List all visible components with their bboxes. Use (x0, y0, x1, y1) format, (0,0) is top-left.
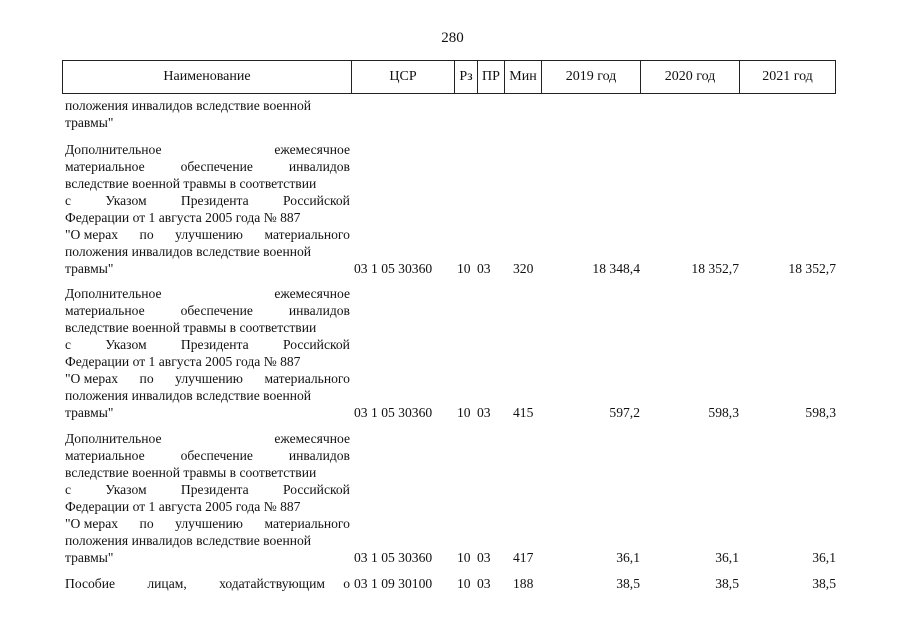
name-line: травмы" (65, 550, 114, 565)
cell-2020: 38,5 (715, 576, 739, 591)
name-word: Указом (105, 193, 147, 208)
carryover-line: положения инвалидов вследствие военной (65, 98, 312, 113)
name-word: Дополнительное (65, 142, 162, 157)
cell-2019: 36,1 (616, 550, 640, 565)
cell-2020: 598,3 (708, 405, 739, 420)
name-word: "О мерах (65, 227, 119, 242)
name-line: положения инвалидов вследствие военной (65, 388, 312, 403)
cell-2019: 597,2 (609, 405, 640, 420)
header-pr: ПР (477, 61, 504, 93)
name-line (65, 192, 350, 209)
name-line (65, 481, 350, 498)
name-line: положения инвалидов вследствие военной (65, 533, 312, 548)
name-word: Указом (105, 337, 147, 352)
cell-rz: 10 (457, 576, 471, 591)
name-word: "О мерах (65, 516, 119, 531)
name-line: Федерации от 1 августа 2005 года № 887 (65, 499, 301, 514)
header-2021: 2021 год (739, 61, 835, 93)
cell-2019: 18 348,4 (592, 261, 640, 276)
cell-2021: 36,1 (812, 550, 836, 565)
cell-rz: 10 (457, 405, 471, 420)
name-word: обеспечение (180, 159, 253, 174)
name-word: ежемесячное (274, 142, 350, 157)
name-line: вследствие военной травмы в соответствии (65, 176, 317, 191)
name-word: по (139, 371, 154, 386)
cell-csr: 03 1 09 30100 (354, 576, 433, 591)
cell-2020: 36,1 (715, 550, 739, 565)
name-word: с (65, 482, 72, 497)
name-word: инвалидов (288, 448, 350, 463)
name-line: травмы" (65, 405, 114, 420)
carryover-line: травмы" (65, 115, 114, 130)
cell-min: 188 (513, 576, 534, 591)
name-word: инвалидов (288, 303, 350, 318)
name-word: Президента (180, 193, 249, 208)
cell-rz: 10 (457, 261, 471, 276)
header-name: Наименование (163, 69, 251, 84)
cell-2021: 18 352,7 (788, 261, 836, 276)
cell-rz: 10 (457, 550, 471, 565)
header-rz: Рз (454, 61, 477, 93)
name-line (65, 302, 350, 319)
header-csr: ЦСР (351, 61, 454, 93)
cell-min: 417 (513, 550, 534, 565)
name-word: улучшению (175, 371, 243, 386)
cell-2021: 38,5 (812, 576, 836, 591)
name-line: травмы" (65, 261, 114, 276)
cell-pr: 03 (477, 550, 491, 565)
name-word: ежемесячное (274, 431, 350, 446)
name-word: материального (264, 371, 350, 386)
name-word: ежемесячное (274, 286, 350, 301)
header-2019: 2019 год (541, 61, 640, 93)
cell-2019: 38,5 (616, 576, 640, 591)
name-word: с (65, 337, 72, 352)
cell-min: 320 (513, 261, 534, 276)
header-2020: 2020 год (640, 61, 739, 93)
name-word: материальное (65, 303, 145, 318)
name-word: Дополнительное (65, 431, 162, 446)
name-word: Российской (282, 193, 350, 208)
name-line: Федерации от 1 августа 2005 года № 887 (65, 354, 301, 369)
name-word: "О мерах (65, 371, 119, 386)
name-word: ходатайствующим (219, 576, 325, 591)
cell-min: 415 (513, 405, 534, 420)
name-word: по (139, 516, 154, 531)
name-word: Президента (180, 337, 249, 352)
name-line (65, 158, 350, 175)
cell-csr: 03 1 05 30360 (354, 405, 433, 420)
name-line (65, 575, 325, 592)
name-line (65, 285, 350, 302)
header-min: Мин (504, 61, 541, 93)
name-word: Пособие (65, 576, 116, 591)
name-word: материальное (65, 448, 145, 463)
cell-pr: 03 (477, 261, 491, 276)
name-word: обеспечение (180, 448, 253, 463)
name-line: положения инвалидов вследствие военной (65, 244, 312, 259)
name-line (65, 336, 350, 353)
name-word: Указом (105, 482, 147, 497)
name-word: Дополнительное (65, 286, 162, 301)
name-word: по (139, 227, 154, 242)
cell-csr: 03 1 05 30360 (354, 261, 433, 276)
name-word: обеспечение (180, 303, 253, 318)
name-word: Российской (282, 337, 350, 352)
cell-2020: 18 352,7 (691, 261, 739, 276)
name-line (65, 447, 350, 464)
name-word: инвалидов (288, 159, 350, 174)
name-line (65, 370, 350, 387)
name-line (65, 430, 350, 447)
name-word: Российской (282, 482, 350, 497)
cell-pr: 03 (477, 405, 491, 420)
name-line (65, 515, 350, 532)
name-word: улучшению (175, 227, 243, 242)
page-number: 280 (441, 30, 464, 46)
name-word: Президента (180, 482, 249, 497)
name-word: материального (264, 227, 350, 242)
name-word: улучшению (175, 516, 243, 531)
name-word: о (343, 576, 350, 591)
name-line: вследствие военной травмы в соответствии (65, 320, 317, 335)
name-word: материальное (65, 159, 145, 174)
name-word: материального (264, 516, 350, 531)
name-word: с (65, 193, 72, 208)
cell-2021: 598,3 (805, 405, 836, 420)
cell-csr: 03 1 05 30360 (354, 550, 433, 565)
cell-pr: 03 (477, 576, 491, 591)
name-line (65, 226, 350, 243)
name-line (65, 141, 350, 158)
name-line: Федерации от 1 августа 2005 года № 887 (65, 210, 301, 225)
name-word: лицам, (147, 576, 187, 591)
table-header (62, 60, 836, 94)
name-line: вследствие военной травмы в соответствии (65, 465, 317, 480)
